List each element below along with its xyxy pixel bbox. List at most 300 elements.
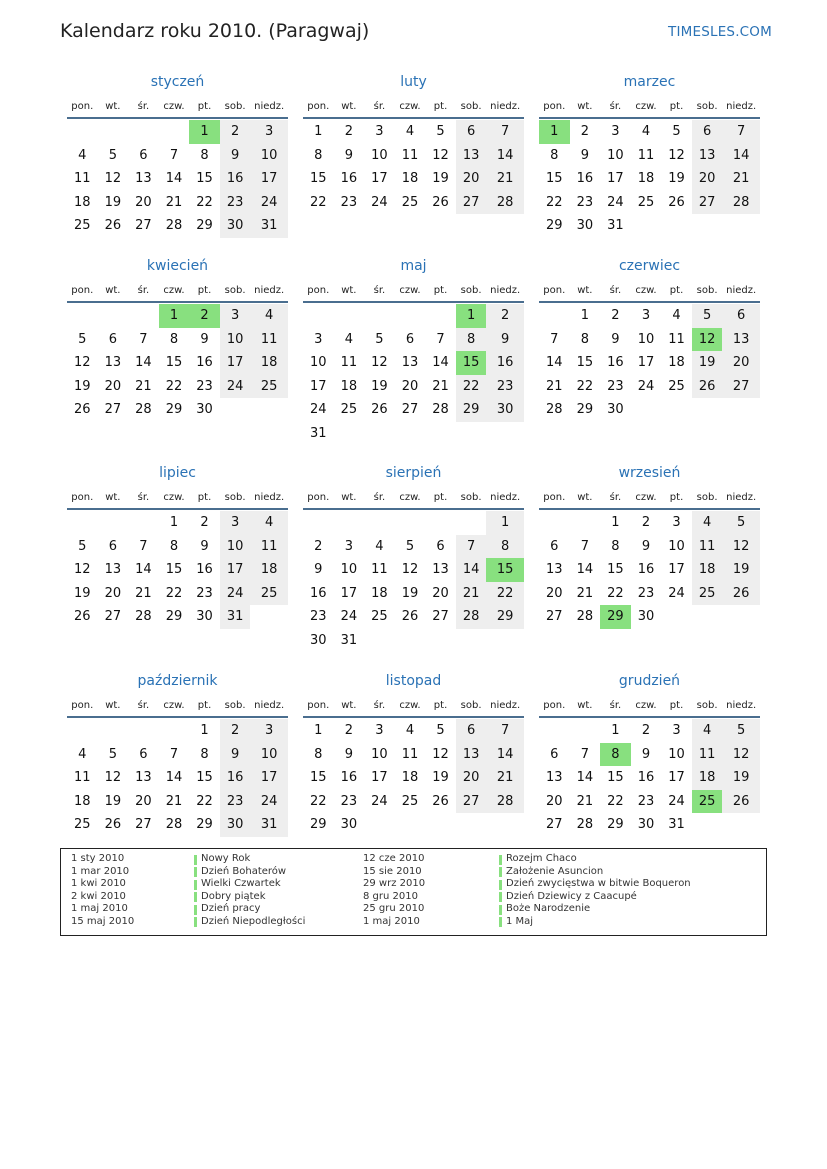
empty-day-cell [395, 813, 426, 837]
day-cell: 30 [310, 632, 327, 648]
day-cell: 22 [310, 793, 327, 809]
weekday-label: niedz. [726, 284, 757, 296]
weekday-label: pt. [669, 699, 684, 711]
weekday-label: pon. [543, 491, 566, 503]
weekday-label: czw. [635, 284, 657, 296]
day-cell: 3 [672, 723, 681, 739]
day-cell: 28 [486, 191, 524, 215]
weekday-label: pon. [307, 284, 330, 296]
legend-holiday-name: Rozejm Chaco [506, 853, 577, 864]
empty-day-cell [486, 629, 524, 653]
weekday-label: śr. [137, 491, 150, 503]
day-cell: 21 [576, 585, 594, 601]
empty-day-cell [692, 605, 723, 629]
day-cell: 10 [668, 538, 685, 554]
day-cell: 27 [401, 402, 419, 418]
day-cell: 10 [607, 147, 624, 163]
day-cell: 24 [637, 378, 655, 394]
day-cell: 23 [310, 609, 327, 625]
day-cell: 9 [200, 538, 209, 554]
day-cell: 24 [371, 793, 388, 809]
day-cell: 10 [340, 562, 358, 578]
day-cell: 13 [546, 562, 563, 578]
day-cell: 22 [576, 378, 594, 394]
day-cell: 29 [576, 402, 594, 418]
weekday-label: wt. [341, 284, 357, 296]
day-cell: 15 [310, 770, 327, 786]
day-cell: 25 [401, 194, 419, 210]
day-cell: 11 [250, 328, 288, 352]
day-cell: 1 [169, 515, 179, 531]
day-cell: 15 [607, 562, 624, 578]
day-cell: 20 [135, 194, 152, 210]
day-cell: 8 [314, 147, 323, 163]
day-cell: 15 [165, 355, 183, 371]
weekday-header [539, 279, 760, 303]
legend-marker [499, 892, 502, 902]
weekday-label: pt. [433, 699, 448, 711]
weekday-header [303, 279, 524, 303]
weekday-label: sob. [224, 491, 246, 503]
day-cell: 12 [371, 355, 388, 371]
day-cell: 22 [165, 585, 183, 601]
legend-date: 15 sie 2010 [363, 865, 422, 877]
day-cell: 25 [692, 582, 723, 606]
weekday-label: wt. [105, 100, 121, 112]
day-cell: 10 [371, 746, 388, 762]
day-cell: 8 [200, 147, 209, 163]
day-cell: 30 [607, 402, 624, 418]
empty-day-cell [220, 398, 251, 422]
weekday-label: niedz. [726, 100, 757, 112]
day-cell: 30 [486, 398, 524, 422]
weekday-label: niedz. [490, 699, 521, 711]
day-cell: 24 [668, 793, 685, 809]
day-cell: 2 [344, 124, 353, 140]
month-block [303, 72, 524, 214]
weekday-label: wt. [577, 491, 593, 503]
day-cell: 31 [310, 425, 327, 441]
day-cell: 1 [159, 304, 190, 328]
empty-day-cell [364, 511, 395, 535]
day-cell: 11 [340, 355, 358, 371]
day-cell: 13 [135, 171, 152, 187]
day-cell: 29 [310, 817, 327, 833]
day-cell: 7 [436, 331, 445, 347]
day-cell: 31 [668, 817, 685, 833]
weekday-label: pt. [669, 284, 684, 296]
day-cell: 14 [456, 558, 487, 582]
empty-day-cell [456, 629, 487, 653]
day-cell: 21 [135, 585, 152, 601]
day-cell: 8 [200, 746, 209, 762]
day-cell: 4 [692, 511, 723, 535]
day-cell: 6 [550, 538, 559, 554]
day-cell: 8 [456, 328, 487, 352]
day-cell: 25 [668, 378, 685, 394]
day-cell: 13 [456, 144, 487, 168]
day-cell: 30 [340, 817, 358, 833]
day-cell: 22 [607, 585, 624, 601]
weekday-label: pt. [197, 491, 212, 503]
empty-day-cell [722, 605, 760, 629]
empty-day-cell [364, 629, 395, 653]
weekday-label: niedz. [254, 100, 285, 112]
day-cell: 26 [722, 790, 760, 814]
day-grid [67, 511, 288, 629]
weekday-label: pon. [71, 284, 94, 296]
day-cell: 29 [600, 605, 631, 629]
legend-holiday-name: Założenie Asuncion [506, 865, 604, 877]
day-cell: 22 [310, 194, 327, 210]
month-name: październik [137, 673, 218, 689]
day-cell: 19 [692, 351, 723, 375]
empty-day-cell [303, 511, 334, 535]
empty-day-cell [159, 120, 190, 144]
day-cell: 16 [576, 171, 594, 187]
day-cell: 15 [196, 770, 213, 786]
day-cell: 18 [401, 171, 419, 187]
day-cell: 13 [135, 770, 152, 786]
day-cell: 5 [436, 723, 445, 739]
empty-day-cell [364, 422, 395, 446]
day-cell: 22 [546, 194, 563, 210]
month-block [539, 256, 760, 422]
day-cell: 26 [722, 582, 760, 606]
day-cell: 16 [196, 562, 213, 578]
day-cell: 9 [580, 147, 589, 163]
day-cell: 22 [196, 793, 213, 809]
day-cell: 24 [371, 194, 388, 210]
weekday-label: pt. [433, 491, 448, 503]
empty-day-cell [486, 813, 524, 837]
legend-marker [194, 917, 197, 927]
day-cell: 12 [104, 770, 122, 786]
day-cell: 14 [432, 355, 449, 371]
legend-date: 2 kwi 2010 [71, 890, 126, 902]
site-link[interactable]: TIMESLES.COM [668, 24, 772, 40]
day-cell: 9 [220, 144, 251, 168]
month-block [303, 256, 524, 445]
weekday-label: czw. [163, 284, 185, 296]
day-cell: 24 [220, 375, 251, 399]
day-grid [539, 304, 760, 422]
weekday-label: wt. [105, 491, 121, 503]
day-cell: 7 [169, 746, 179, 762]
empty-day-cell [364, 304, 395, 328]
day-cell: 20 [546, 585, 563, 601]
day-cell: 4 [250, 511, 288, 535]
legend-marker [194, 855, 197, 865]
day-cell: 21 [165, 194, 183, 210]
day-cell: 11 [74, 171, 91, 187]
legend-holiday-name: Boże Narodzenie [506, 903, 591, 914]
day-cell: 14 [486, 743, 524, 767]
weekday-label: sob. [696, 284, 718, 296]
weekday-label: wt. [577, 100, 593, 112]
weekday-label: sob. [460, 284, 482, 296]
weekday-label: pt. [433, 284, 448, 296]
day-cell: 4 [78, 746, 87, 762]
day-cell: 11 [637, 147, 655, 163]
day-cell: 25 [250, 375, 288, 399]
day-cell: 24 [340, 609, 358, 625]
day-cell: 11 [401, 746, 419, 762]
day-cell: 16 [340, 171, 358, 187]
legend-date: 1 kwi 2010 [71, 878, 126, 889]
legend-holiday-name: Dzień Niepodległości [201, 915, 306, 927]
weekday-label: czw. [399, 699, 421, 711]
empty-day-cell [722, 398, 760, 422]
day-cell: 20 [432, 585, 449, 601]
day-cell: 11 [371, 562, 388, 578]
day-cell: 28 [165, 218, 183, 234]
empty-day-cell [456, 813, 487, 837]
day-cell: 21 [165, 793, 183, 809]
day-cell: 11 [668, 331, 685, 347]
day-cell: 27 [135, 817, 152, 833]
day-cell: 4 [405, 124, 415, 140]
day-cell: 26 [104, 817, 122, 833]
legend-holiday-name: Dobry piątek [201, 890, 266, 902]
legend-date: 1 mar 2010 [71, 865, 130, 877]
weekday-label: niedz. [490, 491, 521, 503]
day-cell: 15 [546, 171, 563, 187]
empty-day-cell [250, 605, 288, 629]
empty-day-cell [128, 511, 159, 535]
day-cell: 25 [637, 194, 655, 210]
day-cell: 6 [436, 538, 445, 554]
day-cell: 14 [576, 770, 594, 786]
weekday-label: czw. [399, 284, 421, 296]
weekday-label: czw. [163, 491, 185, 503]
day-cell: 16 [340, 770, 358, 786]
weekday-label: pt. [669, 100, 684, 112]
month-block [303, 671, 524, 837]
day-cell: 22 [486, 582, 524, 606]
weekday-label: sob. [224, 699, 246, 711]
day-cell: 25 [692, 790, 723, 814]
empty-day-cell [395, 629, 426, 653]
day-cell: 23 [576, 194, 594, 210]
day-cell: 25 [340, 402, 358, 418]
day-cell: 2 [611, 308, 620, 324]
day-cell: 28 [135, 402, 152, 418]
day-cell: 6 [405, 331, 415, 347]
day-cell: 28 [486, 790, 524, 814]
day-cell: 1 [314, 723, 323, 739]
empty-day-cell [395, 511, 426, 535]
empty-day-cell [334, 422, 365, 446]
day-cell: 2 [641, 723, 651, 739]
weekday-label: czw. [163, 100, 185, 112]
day-cell: 6 [108, 331, 117, 347]
day-grid [67, 120, 288, 238]
day-cell: 30 [220, 214, 251, 238]
day-cell: 7 [486, 120, 524, 144]
day-cell: 24 [310, 402, 327, 418]
day-cell: 2 [486, 304, 524, 328]
weekday-label: pon. [71, 699, 94, 711]
weekday-label: pon. [307, 699, 330, 711]
weekday-label: śr. [137, 284, 150, 296]
month-block [539, 671, 760, 837]
day-cell: 12 [401, 562, 419, 578]
day-cell: 16 [637, 770, 655, 786]
day-cell: 7 [580, 746, 589, 762]
legend-marker [499, 917, 502, 927]
empty-day-cell [395, 422, 426, 446]
day-cell: 15 [607, 770, 624, 786]
weekday-label: śr. [373, 699, 386, 711]
weekday-label: czw. [399, 100, 421, 112]
day-cell: 18 [692, 766, 723, 790]
empty-day-cell [128, 304, 159, 328]
day-cell: 31 [220, 605, 251, 629]
empty-day-cell [722, 813, 760, 837]
day-cell: 8 [550, 147, 559, 163]
weekday-header [67, 694, 288, 718]
day-cell: 23 [340, 793, 358, 809]
day-cell: 28 [135, 609, 152, 625]
empty-day-cell [539, 719, 570, 743]
month-block [303, 463, 524, 652]
weekday-label: śr. [609, 284, 622, 296]
day-cell: 20 [104, 378, 122, 394]
day-cell: 14 [576, 562, 594, 578]
day-cell: 2 [200, 515, 209, 531]
month-name: czerwiec [618, 258, 681, 274]
day-cell: 13 [692, 144, 723, 168]
day-cell: 17 [220, 558, 251, 582]
day-cell: 11 [692, 535, 723, 559]
legend-marker [499, 880, 502, 890]
day-cell: 11 [401, 147, 419, 163]
empty-day-cell [456, 511, 487, 535]
empty-day-cell [334, 304, 365, 328]
day-cell: 9 [641, 538, 651, 554]
day-cell: 22 [165, 378, 183, 394]
day-cell: 19 [668, 171, 685, 187]
empty-day-cell [67, 511, 98, 535]
day-cell: 6 [692, 120, 723, 144]
weekday-label: wt. [577, 699, 593, 711]
day-cell: 16 [220, 766, 251, 790]
day-cell: 26 [74, 609, 91, 625]
day-cell: 18 [692, 558, 723, 582]
weekday-label: sob. [696, 699, 718, 711]
weekday-label: czw. [399, 491, 421, 503]
day-cell: 3 [314, 331, 323, 347]
day-cell: 29 [607, 817, 624, 833]
day-cell: 18 [74, 194, 91, 210]
empty-day-cell [98, 719, 129, 743]
weekday-label: pon. [307, 491, 330, 503]
day-cell: 28 [165, 817, 183, 833]
day-cell: 27 [546, 817, 563, 833]
weekday-header [303, 95, 524, 119]
day-cell: 30 [576, 218, 594, 234]
weekday-label: czw. [163, 699, 185, 711]
weekday-header [539, 694, 760, 718]
weekday-label: sob. [460, 100, 482, 112]
weekday-label: czw. [635, 100, 657, 112]
day-cell: 23 [196, 585, 213, 601]
day-cell: 30 [196, 402, 213, 418]
day-cell: 10 [371, 147, 388, 163]
legend-date: 29 wrz 2010 [363, 878, 426, 889]
day-cell: 17 [637, 355, 655, 371]
month-block [67, 256, 288, 422]
day-cell: 20 [456, 766, 487, 790]
day-cell: 5 [672, 124, 681, 140]
empty-day-cell [425, 422, 456, 446]
day-cell: 1 [314, 124, 323, 140]
empty-day-cell [67, 719, 98, 743]
day-cell: 29 [165, 402, 183, 418]
day-grid [303, 719, 524, 837]
legend-date: 15 maj 2010 [71, 915, 135, 927]
weekday-label: śr. [137, 699, 150, 711]
day-cell: 15 [486, 558, 524, 582]
day-cell: 20 [401, 378, 419, 394]
day-cell: 25 [401, 793, 419, 809]
day-cell: 12 [668, 147, 685, 163]
day-cell: 12 [692, 328, 723, 352]
day-cell: 13 [104, 562, 122, 578]
weekday-header [539, 95, 760, 119]
day-cell: 31 [250, 214, 288, 238]
day-cell: 19 [432, 770, 449, 786]
day-cell: 7 [139, 538, 148, 554]
day-cell: 18 [250, 351, 288, 375]
month-name: sierpień [385, 465, 442, 481]
day-cell: 2 [220, 719, 251, 743]
day-cell: 6 [139, 147, 148, 163]
day-cell: 1 [580, 308, 589, 324]
empty-day-cell [98, 304, 129, 328]
month-name: maj [400, 258, 427, 274]
day-cell: 14 [546, 355, 563, 371]
day-cell: 15 [196, 171, 213, 187]
day-cell: 27 [546, 609, 563, 625]
weekday-label: śr. [137, 100, 150, 112]
empty-day-cell [539, 511, 570, 535]
empty-day-cell [570, 511, 601, 535]
weekday-label: pt. [197, 284, 212, 296]
day-cell: 24 [250, 191, 288, 215]
day-cell: 19 [401, 585, 419, 601]
month-block [539, 463, 760, 629]
day-cell: 12 [74, 355, 91, 371]
empty-day-cell [425, 511, 456, 535]
day-cell: 7 [169, 147, 179, 163]
day-cell: 31 [607, 218, 624, 234]
day-cell: 27 [456, 790, 487, 814]
day-cell: 8 [600, 743, 631, 767]
weekday-label: śr. [373, 491, 386, 503]
weekday-label: wt. [341, 491, 357, 503]
empty-day-cell [364, 813, 395, 837]
empty-day-cell [722, 214, 760, 238]
legend-marker [499, 905, 502, 915]
weekday-label: pt. [669, 491, 684, 503]
day-cell: 18 [668, 355, 685, 371]
day-cell: 25 [74, 817, 91, 833]
day-cell: 22 [607, 793, 624, 809]
weekday-label: pon. [71, 491, 94, 503]
day-cell: 28 [722, 191, 760, 215]
